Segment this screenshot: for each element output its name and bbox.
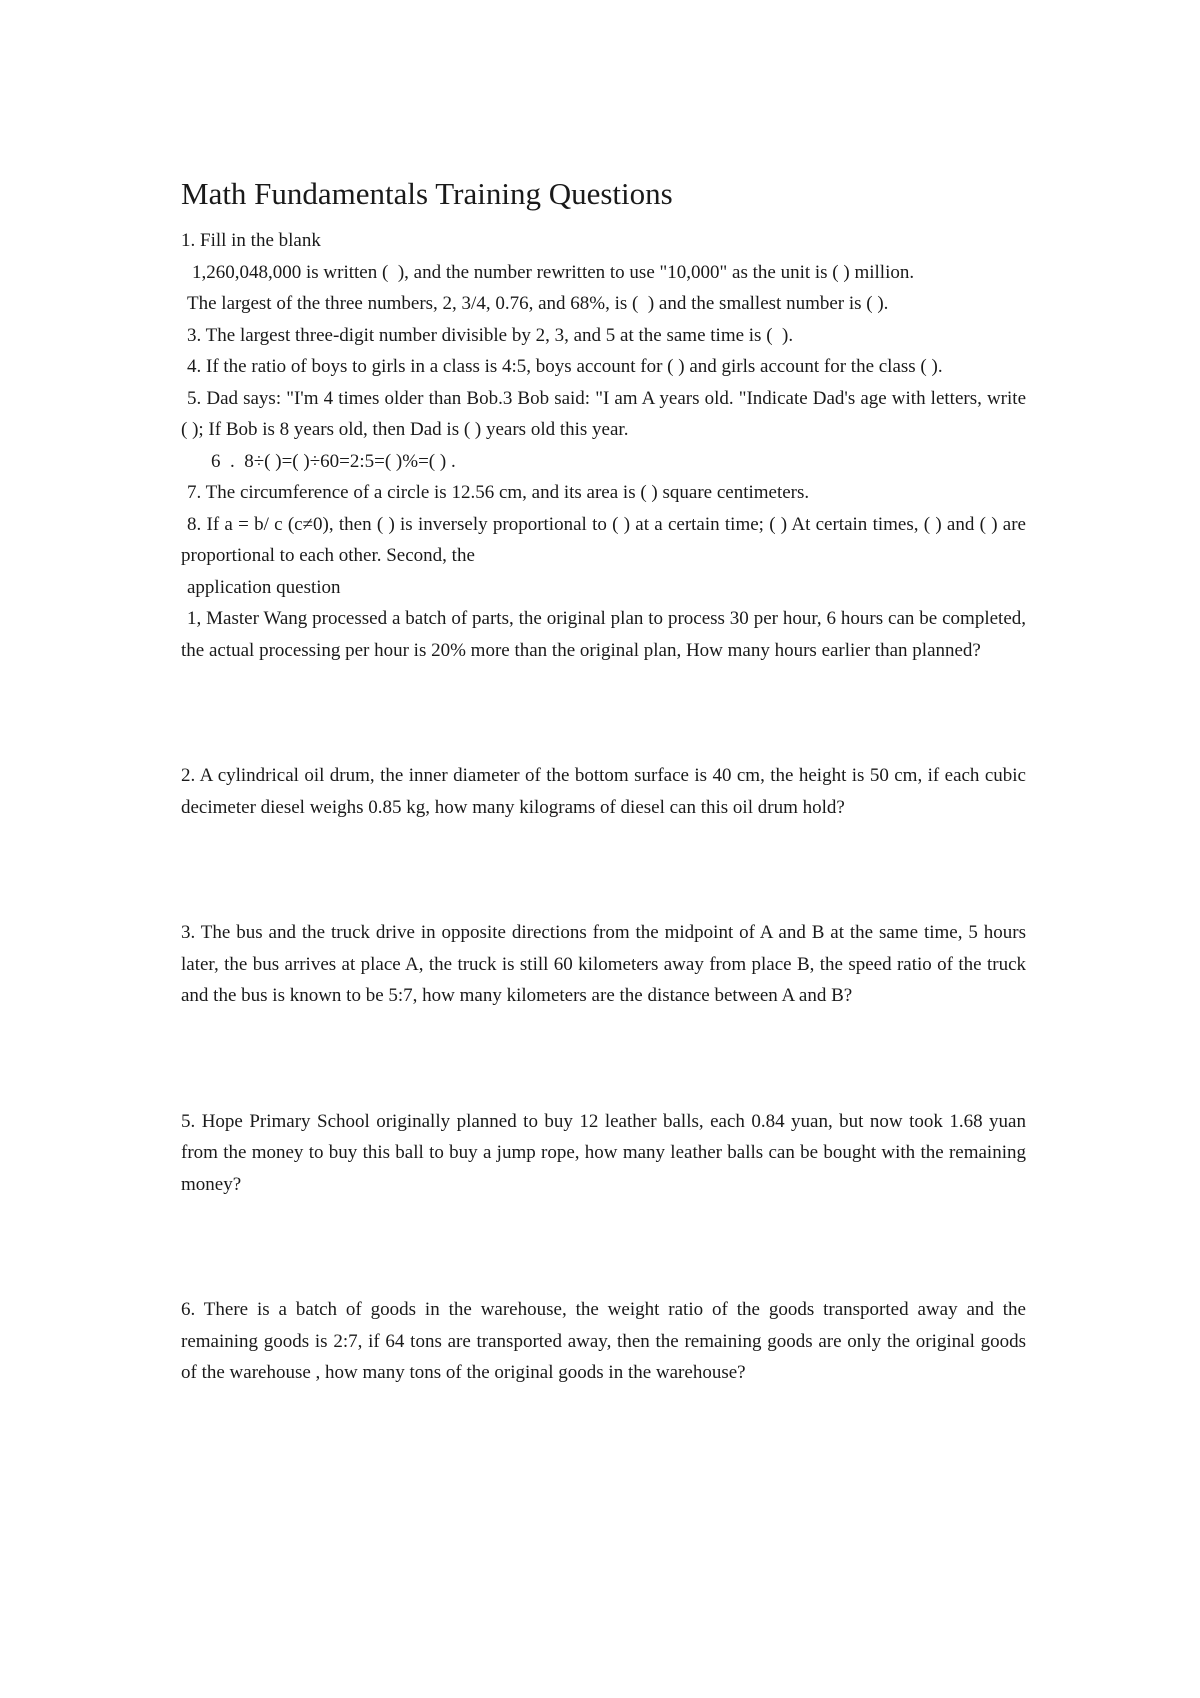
question-1-8: 8. If a = b/ c (c≠0), then ( ) is inversely proportional to ( ) at a certain time; ( ) At certain times, ( ) and ( ) are proportional to each other. Second, the [181, 513, 1026, 566]
page-title: Math Fundamentals Training Questions [181, 176, 673, 211]
application-question-5: 5. Hope Primary School originally planned to buy 12 leather balls, each 0.84 yuan, but now took 1.68 yuan from the money to buy this ball to buy a jump rope, how many leather balls can be bought with the remaining money? [181, 1110, 1026, 1195]
application-question-3: 3. The bus and the truck drive in opposite directions from the midpoint of A and B at the same time, 5 hours later, the bus arrives at place A, the truck is still 60 kilometers away from place B, the speed ratio of the truck and the bus is known to be 5:7, how many kilometers are the distance between A and B? [181, 922, 1026, 1006]
question-1-5: 5. Dad says: "I'm 4 times older than Bob.3 Bob said: "I am A years old. "Indicate Dad's age with letters, write ( ); If Bob is 8 years old, then Dad is ( ) years old this year. [181, 387, 1026, 440]
question-1-7: 7. The circumference of a circle is 12.56 cm, and its area is ( ) square centimeters. [187, 482, 810, 503]
section-fill-in-heading: 1. Fill in the blank [181, 230, 321, 251]
application-question-1: 1, Master Wang processed a batch of parts, the original plan to process 30 per hour, 6 hours can be completed, the actual processing per hour is 20% more than the original plan, How many hours earlier than planned? [181, 608, 1026, 661]
question-1-1: 1,260,048,000 is written ( ), and the number rewritten to use "10,000" as the unit is ( ) million. [192, 261, 915, 283]
document-page [181, 172, 1026, 1389]
question-1-4: 4. If the ratio of boys to girls in a class is 4:5, boys account for ( ) and girls account for the class ( ). [187, 356, 943, 377]
application-question-6: 6. There is a batch of goods in the warehouse, the weight ratio of the goods transported away and the remaining goods is 2:7, if 64 tons are transported away, then the remaining goods are only the original goods of the warehouse , how many tons of the original goods in the warehouse? [181, 1299, 1026, 1383]
application-question-2: 2. A cylindrical oil drum, the inner diameter of the bottom surface is 40 cm, the height is 50 cm, if each cubic decimeter diesel weighs 0.85 kg, how many kilograms of diesel can this oil drum hold? [181, 765, 1026, 818]
question-1-2: The largest of the three numbers, 2, 3/4, 0.76, and 68%, is ( ) and the smallest number is ( ). [187, 293, 889, 314]
section-application-heading: application question [187, 576, 341, 598]
question-1-3: 3. The largest three-digit number divisible by 2, 3, and 5 at the same time is ( ). [187, 324, 794, 346]
question-1-6: 6 . 8÷( )=( )÷60=2:5=( )%=( ) . [211, 450, 456, 472]
